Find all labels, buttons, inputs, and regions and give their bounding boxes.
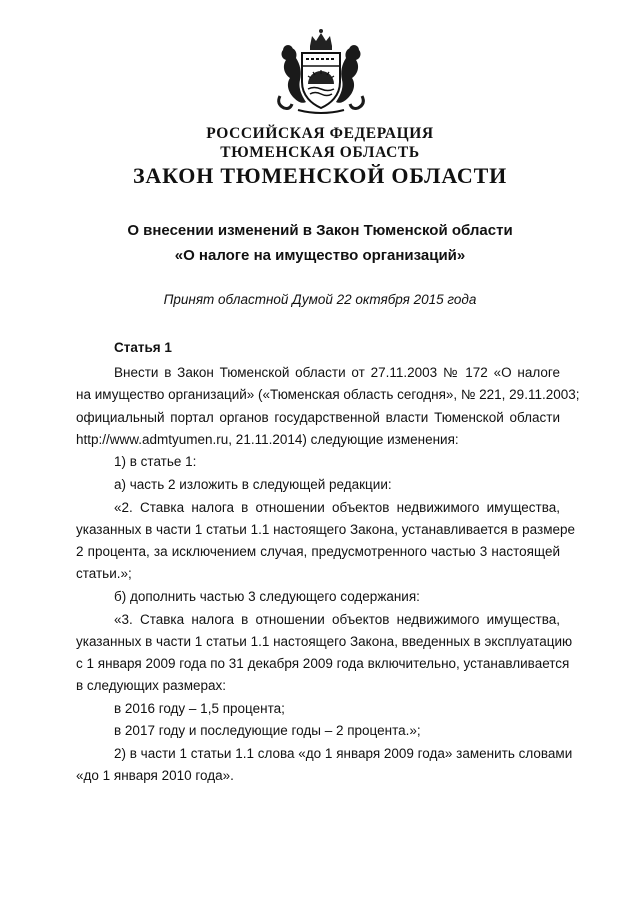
body-line: указанных в части 1 статьи 1.1 настоящего Закона, введенных в эксплуатацию (76, 634, 573, 649)
body-line: 2 процента, за исключением случая, предусмотренного частью 3 настоящей (76, 544, 560, 559)
body-line: в следующих размерах: (76, 678, 227, 693)
body-line: б) дополнить частью 3 следующего содержания: (114, 589, 420, 604)
body-line: в 2017 году и последующие годы – 2 процента.»; (114, 723, 421, 738)
body-line: на имущество организаций» («Тюменская область сегодня», № 221, 29.11.2003; (76, 387, 580, 402)
body-line: с 1 января 2009 года по 31 декабря 2009 года включительно, устанавливается (76, 656, 570, 671)
adoption-note: Принят областной Думой 22 октября 2015 года (163, 292, 477, 307)
coat-of-arms-icon (272, 26, 370, 116)
header-region: ТЮМЕНСКАЯ ОБЛАСТЬ (220, 144, 420, 161)
article-heading: Статья 1 (114, 340, 172, 355)
body-line: Внести в Закон Тюменской области от 27.11.2003 № 172 «О налоге (114, 365, 560, 380)
body-line: 1) в статье 1: (114, 454, 197, 469)
body-line: указанных в части 1 статьи 1.1 настоящего Закона, устанавливается в размере (76, 522, 576, 537)
body-line: а) часть 2 изложить в следующей редакции: (114, 477, 392, 492)
header-federation: РОССИЙСКАЯ ФЕДЕРАЦИЯ (206, 125, 434, 142)
body-line: «до 1 января 2010 года». (76, 768, 234, 783)
body-line: статьи.»; (76, 566, 132, 581)
shield-icon (302, 53, 340, 108)
body-line: в 2016 году – 1,5 процента; (114, 701, 285, 716)
header-law: ЗАКОН ТЮМЕНСКОЙ ОБЛАСТИ (132, 163, 507, 188)
body-line: http://www.admtyumen.ru, 21.11.2014) следующие изменения: (76, 432, 459, 447)
body-line: 2) в части 1 статьи 1.1 слова «до 1 января 2009 года» заменить словами (114, 746, 573, 761)
body-line: «2. Ставка налога в отношении объектов недвижимого имущества, (114, 500, 560, 515)
body-line: «3. Ставка налога в отношении объектов недвижимого имущества, (114, 612, 560, 627)
body-line: официальный портал органов государственной власти Тюменской области (76, 410, 560, 425)
law-title-line-1: О внесении изменений в Закон Тюменской области (127, 222, 513, 239)
law-title-line-2: «О налоге на имущество организаций» (174, 247, 466, 264)
crown-icon (310, 29, 332, 50)
